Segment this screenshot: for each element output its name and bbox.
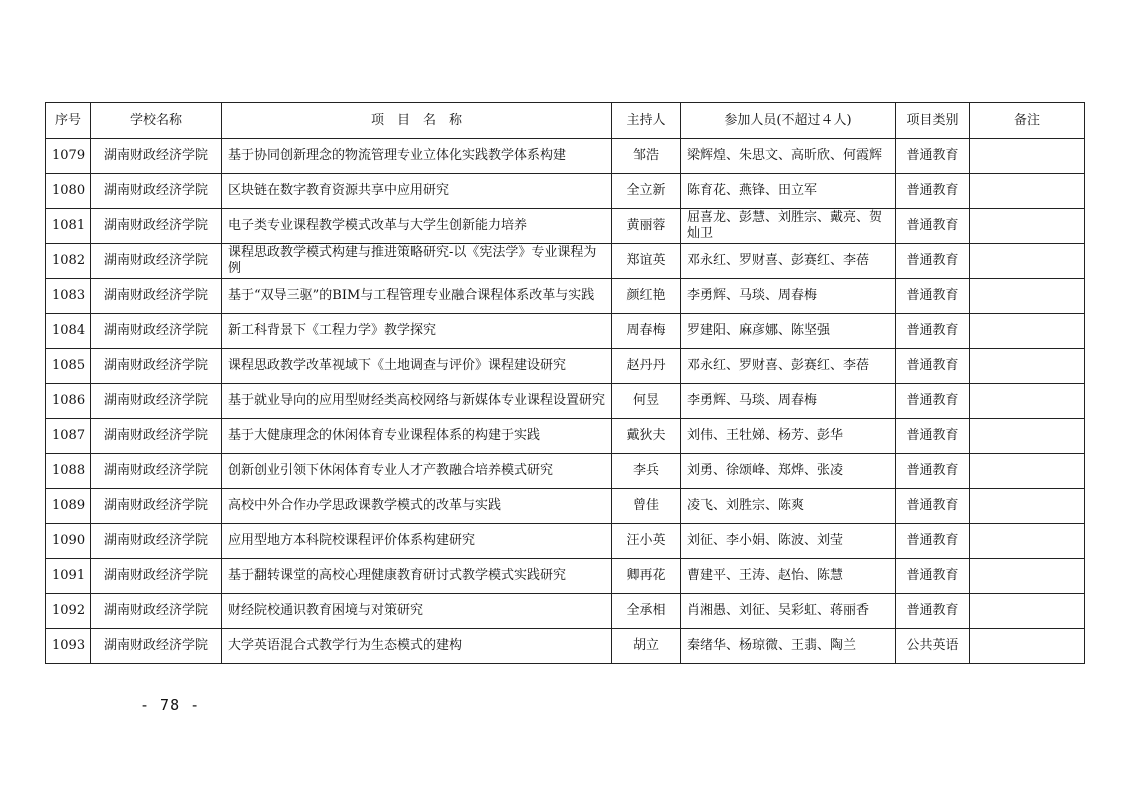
project-category: 普通教育: [896, 524, 970, 559]
remarks: [970, 524, 1085, 559]
row-number: 1087: [46, 419, 91, 454]
project-name: 基于就业导向的应用型财经类高校网络与新媒体专业课程设置研究: [222, 384, 612, 419]
remarks: [970, 349, 1085, 384]
host-name: 胡立: [612, 629, 681, 664]
project-name: 基于翻转课堂的高校心理健康教育研讨式教学模式实践研究: [222, 559, 612, 594]
project-name: 高校中外合作办学思政课教学模式的改革与实践: [222, 489, 612, 524]
project-category: 普通教育: [896, 454, 970, 489]
project-category: 普通教育: [896, 279, 970, 314]
table-row: [46, 629, 1085, 664]
remarks: [970, 629, 1085, 664]
row-number: 1085: [46, 349, 91, 384]
row-number: 1090: [46, 524, 91, 559]
school-name: 湖南财政经济学院: [91, 419, 222, 454]
table-row: [46, 139, 1085, 174]
school-name: 湖南财政经济学院: [91, 174, 222, 209]
header-note: 备注: [970, 103, 1085, 139]
row-number: 1084: [46, 314, 91, 349]
host-name: 卿再花: [612, 559, 681, 594]
members: 邓永红、罗财喜、彭赛红、李蓓: [681, 244, 896, 279]
project-name: 新工科背景下《工程力学》教学探究: [222, 314, 612, 349]
host-name: 周春梅: [612, 314, 681, 349]
project-category: 普通教育: [896, 139, 970, 174]
header-members: 参加人员(不超过４人): [681, 103, 896, 139]
members: 李勇辉、马琰、周春梅: [681, 384, 896, 419]
members: 凌飞、刘胜宗、陈爽: [681, 489, 896, 524]
remarks: [970, 594, 1085, 629]
row-number: 1091: [46, 559, 91, 594]
school-name: 湖南财政经济学院: [91, 279, 222, 314]
host-name: 曾佳: [612, 489, 681, 524]
host-name: 郑谊英: [612, 244, 681, 279]
host-name: 戴狄夫: [612, 419, 681, 454]
row-number: 1092: [46, 594, 91, 629]
row-number: 1089: [46, 489, 91, 524]
remarks: [970, 244, 1085, 279]
school-name: 湖南财政经济学院: [91, 524, 222, 559]
remarks: [970, 174, 1085, 209]
table-row: [46, 559, 1085, 594]
school-name: 湖南财政经济学院: [91, 244, 222, 279]
host-name: 全承相: [612, 594, 681, 629]
project-name: 创新创业引领下休闲体育专业人才产教融合培养模式研究: [222, 454, 612, 489]
project-category: 普通教育: [896, 489, 970, 524]
remarks: [970, 419, 1085, 454]
project-name: 基于“双导三驱”的BIM与工程管理专业融合课程体系改革与实践: [222, 279, 612, 314]
row-number: 1088: [46, 454, 91, 489]
project-name: 课程思政教学模式构建与推进策略研究-以《宪法学》专业课程为例: [222, 244, 612, 279]
row-number: 1083: [46, 279, 91, 314]
members: 梁辉煌、朱思文、高昕欣、何霞辉: [681, 139, 896, 174]
host-name: 李兵: [612, 454, 681, 489]
host-name: 赵丹丹: [612, 349, 681, 384]
header-row: [46, 103, 1085, 139]
project-name: 基于协同创新理念的物流管理专业立体化实践教学体系构建: [222, 139, 612, 174]
project-category: 普通教育: [896, 209, 970, 244]
school-name: 湖南财政经济学院: [91, 384, 222, 419]
table-row: [46, 524, 1085, 559]
remarks: [970, 559, 1085, 594]
school-name: 湖南财政经济学院: [91, 594, 222, 629]
remarks: [970, 139, 1085, 174]
members: 屈喜龙、彭慧、刘胜宗、戴亮、贺灿卫: [681, 209, 896, 244]
header-no: 序号: [46, 103, 91, 139]
header-school: 学校名称: [91, 103, 222, 139]
table-row: [46, 349, 1085, 384]
school-name: 湖南财政经济学院: [91, 349, 222, 384]
project-table: [45, 102, 1085, 664]
project-name: 课程思政教学改革视域下《土地调查与评价》课程建设研究: [222, 349, 612, 384]
remarks: [970, 209, 1085, 244]
table-row: [46, 174, 1085, 209]
remarks: [970, 314, 1085, 349]
table-row: [46, 489, 1085, 524]
project-category: 普通教育: [896, 314, 970, 349]
remarks: [970, 489, 1085, 524]
project-name: 应用型地方本科院校课程评价体系构建研究: [222, 524, 612, 559]
host-name: 汪小英: [612, 524, 681, 559]
remarks: [970, 279, 1085, 314]
school-name: 湖南财政经济学院: [91, 559, 222, 594]
page-number: - 78 -: [140, 696, 201, 714]
table-row: [46, 419, 1085, 454]
project-name: 大学英语混合式教学行为生态模式的建构: [222, 629, 612, 664]
school-name: 湖南财政经济学院: [91, 454, 222, 489]
members: 曹建平、王涛、赵怡、陈慧: [681, 559, 896, 594]
table-row: [46, 209, 1085, 244]
school-name: 湖南财政经济学院: [91, 209, 222, 244]
project-category: 普通教育: [896, 174, 970, 209]
row-number: 1093: [46, 629, 91, 664]
members: 邓永红、罗财喜、彭赛红、李蓓: [681, 349, 896, 384]
members: 刘征、李小娟、陈波、刘莹: [681, 524, 896, 559]
row-number: 1086: [46, 384, 91, 419]
row-number: 1080: [46, 174, 91, 209]
school-name: 湖南财政经济学院: [91, 629, 222, 664]
school-name: 湖南财政经济学院: [91, 139, 222, 174]
table-row: [46, 314, 1085, 349]
project-name: 电子类专业课程教学模式改革与大学生创新能力培养: [222, 209, 612, 244]
members: 罗建阳、麻彦娜、陈坚强: [681, 314, 896, 349]
members: 秦绪华、杨琼微、王翡、陶兰: [681, 629, 896, 664]
row-number: 1082: [46, 244, 91, 279]
table-row: [46, 384, 1085, 419]
remarks: [970, 384, 1085, 419]
host-name: 颜红艳: [612, 279, 681, 314]
host-name: 黄丽蓉: [612, 209, 681, 244]
table-row: [46, 454, 1085, 489]
host-name: 邹浩: [612, 139, 681, 174]
remarks: [970, 454, 1085, 489]
project-category: 普通教育: [896, 419, 970, 454]
project-name: 区块链在数字教育资源共享中应用研究: [222, 174, 612, 209]
project-category: 普通教育: [896, 244, 970, 279]
row-number: 1081: [46, 209, 91, 244]
members: 肖湘愚、刘征、吴彩虹、蒋丽香: [681, 594, 896, 629]
project-name: 财经院校通识教育困境与对策研究: [222, 594, 612, 629]
table-row: [46, 244, 1085, 279]
table-row: [46, 279, 1085, 314]
members: 陈育花、燕锋、田立军: [681, 174, 896, 209]
host-name: 全立新: [612, 174, 681, 209]
project-category: 普通教育: [896, 559, 970, 594]
table-row: [46, 594, 1085, 629]
project-category: 公共英语: [896, 629, 970, 664]
header-host: 主持人: [612, 103, 681, 139]
host-name: 何昱: [612, 384, 681, 419]
project-category: 普通教育: [896, 349, 970, 384]
header-project: 项 目 名 称: [222, 103, 612, 139]
row-number: 1079: [46, 139, 91, 174]
members: 李勇辉、马琰、周春梅: [681, 279, 896, 314]
header-category: 项目类别: [896, 103, 970, 139]
project-category: 普通教育: [896, 594, 970, 629]
project-name: 基于大健康理念的休闲体育专业课程体系的构建于实践: [222, 419, 612, 454]
school-name: 湖南财政经济学院: [91, 314, 222, 349]
project-category: 普通教育: [896, 384, 970, 419]
members: 刘伟、王牡娣、杨芳、彭华: [681, 419, 896, 454]
school-name: 湖南财政经济学院: [91, 489, 222, 524]
members: 刘勇、徐颂峰、郑烨、张凌: [681, 454, 896, 489]
